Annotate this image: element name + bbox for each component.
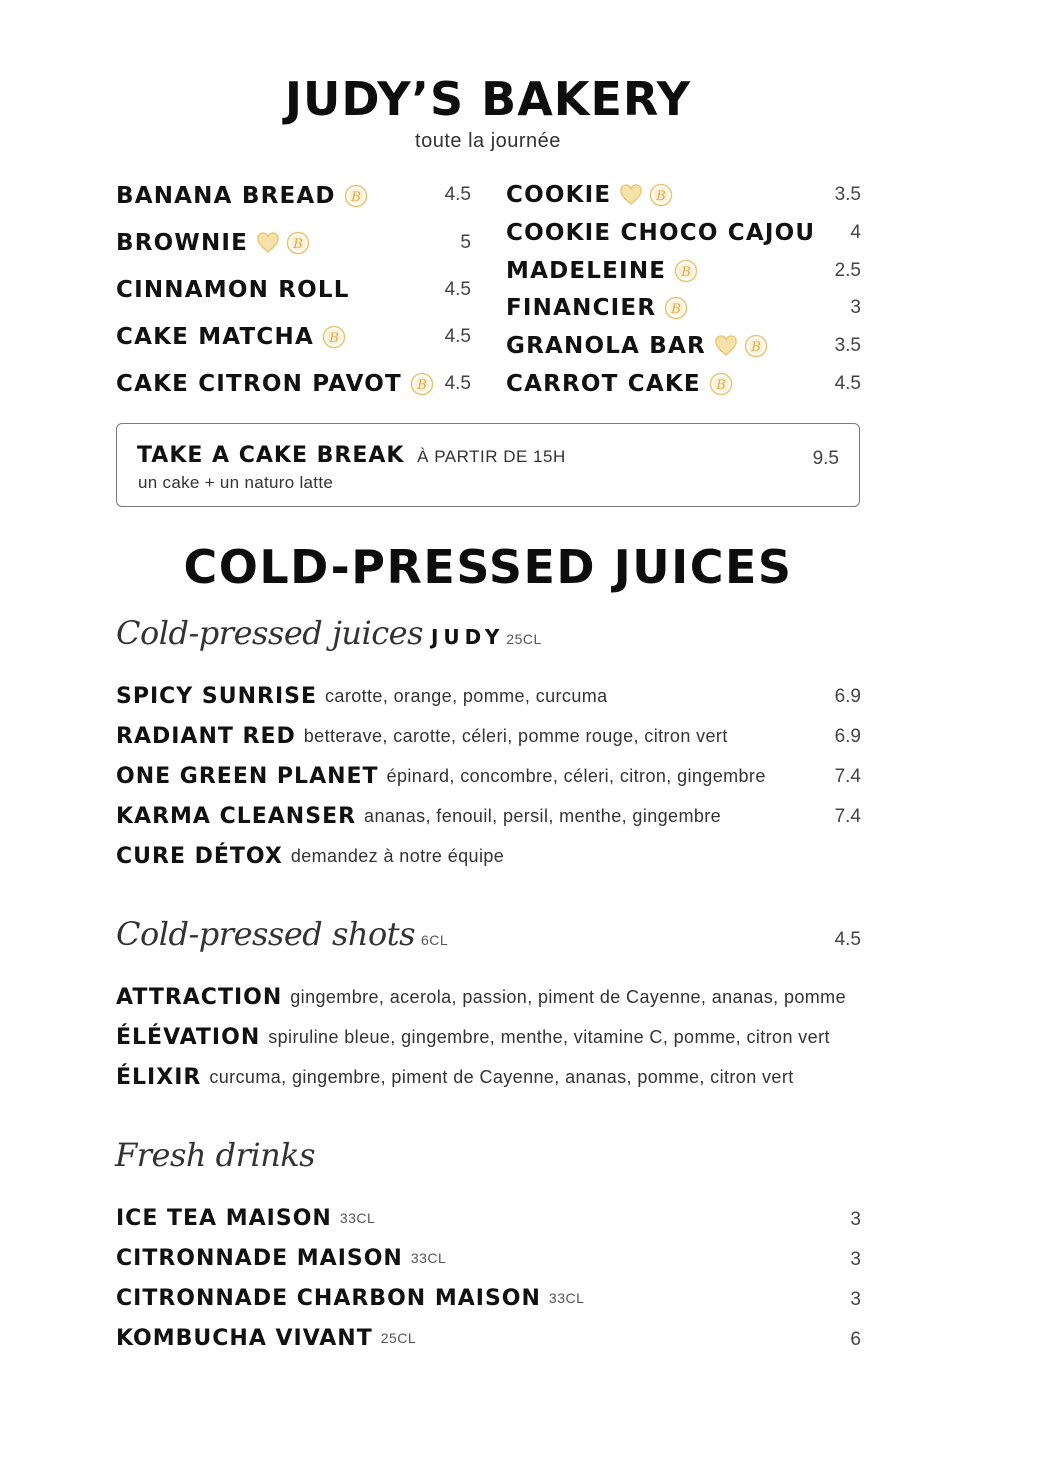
item-price: 5 (460, 232, 471, 253)
item-price: 3.5 (834, 335, 861, 356)
item-badges (664, 296, 688, 320)
item-name: CAKE CITRON PAVOT (116, 371, 402, 397)
shots-heading (116, 915, 448, 953)
fresh-price: 3 (850, 1209, 861, 1230)
shot-name: ÉLÉVATION (116, 1024, 261, 1050)
juice-description: carotte, orange, pomme, curcuma (325, 685, 608, 706)
heart-icon (256, 231, 280, 255)
juices-section-title: COLD-PRESSED JUICES (183, 540, 793, 594)
juice-row (116, 801, 721, 831)
shot-description: curcuma, gingembre, piment de Cayenne, ananas, pomme, citron vert (209, 1066, 794, 1087)
b-seal-icon (286, 231, 310, 255)
item-name: CAKE MATCHA (116, 324, 314, 350)
bakery-subtitle: toute la journée (415, 130, 561, 152)
juice-description: betterave, carotte, céleri, pomme rouge, citron vert (303, 725, 728, 746)
shots-volume: 6CL (421, 932, 449, 948)
item-name: BROWNIE (116, 230, 249, 256)
item-name: GRANOLA BAR (506, 333, 706, 359)
item-badges (619, 183, 673, 207)
fresh-price: 6 (850, 1329, 861, 1350)
item-name: COOKIE CHOCO CAJOU (506, 220, 816, 246)
heart-icon (714, 334, 738, 358)
bakery-item (116, 275, 350, 305)
juices-volume: 25CL (506, 631, 542, 647)
fresh-price: 3 (850, 1289, 861, 1310)
svg-text:B: B (671, 302, 682, 317)
b-seal-icon (344, 184, 368, 208)
item-badges (322, 325, 346, 349)
heart-icon (619, 183, 643, 207)
item-price: 3.5 (834, 184, 861, 205)
juice-name: ONE GREEN PLANET (116, 763, 379, 789)
bakery-item (506, 293, 688, 323)
bakery-item (506, 180, 673, 210)
juice-name: SPICY SUNRISE (116, 683, 318, 709)
juice-description: demandez à notre équipe (290, 845, 505, 866)
fresh-heading-text: Fresh drinks (115, 1136, 316, 1174)
juice-description: ananas, fenouil, persil, menthe, gingembre (364, 805, 722, 826)
item-name: CARROT CAKE (506, 371, 701, 397)
shot-row (116, 982, 846, 1012)
item-price: 4 (850, 222, 861, 243)
fresh-volume: 33CL (339, 1210, 376, 1226)
bakery-item (506, 218, 815, 248)
juice-price: 7.4 (834, 766, 861, 787)
svg-text:B: B (751, 340, 761, 355)
fresh-volume: 33CL (410, 1250, 447, 1266)
item-name: BANANA BREAD (116, 183, 336, 209)
cake-break-price: 9.5 (812, 448, 839, 469)
fresh-row (116, 1243, 446, 1273)
fresh-name: ICE TEA MAISON (116, 1205, 332, 1231)
item-price: 4.5 (444, 373, 471, 394)
fresh-volume: 33CL (548, 1290, 585, 1306)
fresh-name: CITRONNADE MAISON (116, 1245, 403, 1271)
fresh-row (116, 1283, 584, 1313)
b-seal-icon (709, 372, 733, 396)
juice-price: 6.9 (834, 686, 861, 707)
juice-name: CURE DÉTOX (116, 843, 283, 869)
juice-name: KARMA CLEANSER (116, 803, 357, 829)
svg-text:B: B (656, 189, 667, 204)
item-name: CINNAMON ROLL (116, 277, 350, 303)
fresh-heading (115, 1136, 315, 1174)
item-price: 4.5 (444, 326, 471, 347)
bakery-item (116, 181, 368, 211)
item-name: MADELEINE (506, 258, 667, 284)
juice-row (116, 721, 728, 751)
juices-heading (116, 614, 542, 652)
svg-text:B: B (350, 190, 361, 205)
svg-text:B: B (417, 378, 427, 393)
cake-break-description: un cake + un naturo latte (138, 473, 334, 492)
bakery-item (116, 322, 346, 352)
shot-row (116, 1062, 794, 1092)
shot-description: spiruline bleue, gingembre, menthe, vitamine C, pomme, citron vert (268, 1026, 830, 1047)
item-name: FINANCIER (506, 295, 657, 321)
fresh-volume: 25CL (380, 1330, 417, 1346)
bakery-item (506, 331, 768, 361)
bakery-item (506, 369, 733, 399)
b-seal-icon (664, 296, 688, 320)
shot-description: gingembre, acerola, passion, piment de Cayenne, ananas, pomme (290, 986, 846, 1007)
b-seal-icon (674, 259, 698, 283)
juice-row (116, 681, 608, 711)
item-badges (714, 334, 768, 358)
svg-text:B: B (329, 331, 339, 346)
cake-break-name: TAKE A CAKE BREAK (137, 443, 405, 468)
bakery-title: JUDY’S BAKERY (284, 72, 692, 126)
item-badges (709, 372, 733, 396)
svg-text:B: B (715, 378, 726, 393)
juices-heading-text: Cold-pressed juices (116, 614, 423, 652)
fresh-row (116, 1203, 375, 1233)
item-price: 4.5 (444, 184, 471, 205)
bakery-item (116, 369, 434, 399)
item-price: 4.5 (444, 279, 471, 300)
juices-brand: JUDY (430, 625, 505, 649)
juice-name: RADIANT RED (116, 723, 296, 749)
fresh-row (116, 1323, 416, 1353)
shot-row (116, 1022, 830, 1052)
shot-name: ATTRACTION (116, 984, 283, 1010)
item-price: 3 (850, 297, 861, 318)
item-price: 2.5 (834, 260, 861, 281)
juice-description: épinard, concombre, céleri, citron, gingembre (386, 765, 766, 786)
juice-row (116, 841, 504, 871)
item-price: 4.5 (834, 373, 861, 394)
item-name: COOKIE (506, 182, 612, 208)
cake-break-title (137, 443, 566, 468)
shot-name: ÉLIXIR (116, 1064, 202, 1090)
juice-price: 7.4 (834, 806, 861, 827)
bakery-item (116, 228, 310, 258)
fresh-name: KOMBUCHA VIVANT (116, 1325, 373, 1351)
bakery-item (506, 256, 698, 286)
shots-heading-text: Cold-pressed shots (116, 915, 416, 953)
b-seal-icon (649, 183, 673, 207)
b-seal-icon (322, 325, 346, 349)
item-badges (674, 259, 698, 283)
fresh-name: CITRONNADE CHARBON MAISON (116, 1285, 541, 1311)
fresh-price: 3 (850, 1249, 861, 1270)
b-seal-icon (744, 334, 768, 358)
juice-row (116, 761, 766, 791)
shots-price: 4.5 (834, 929, 861, 950)
svg-text:B: B (293, 237, 303, 252)
item-badges (344, 184, 368, 208)
juice-price: 6.9 (834, 726, 861, 747)
item-badges (256, 231, 310, 255)
svg-text:B: B (681, 265, 691, 280)
cake-break-time: À PARTIR DE 15H (417, 447, 566, 466)
